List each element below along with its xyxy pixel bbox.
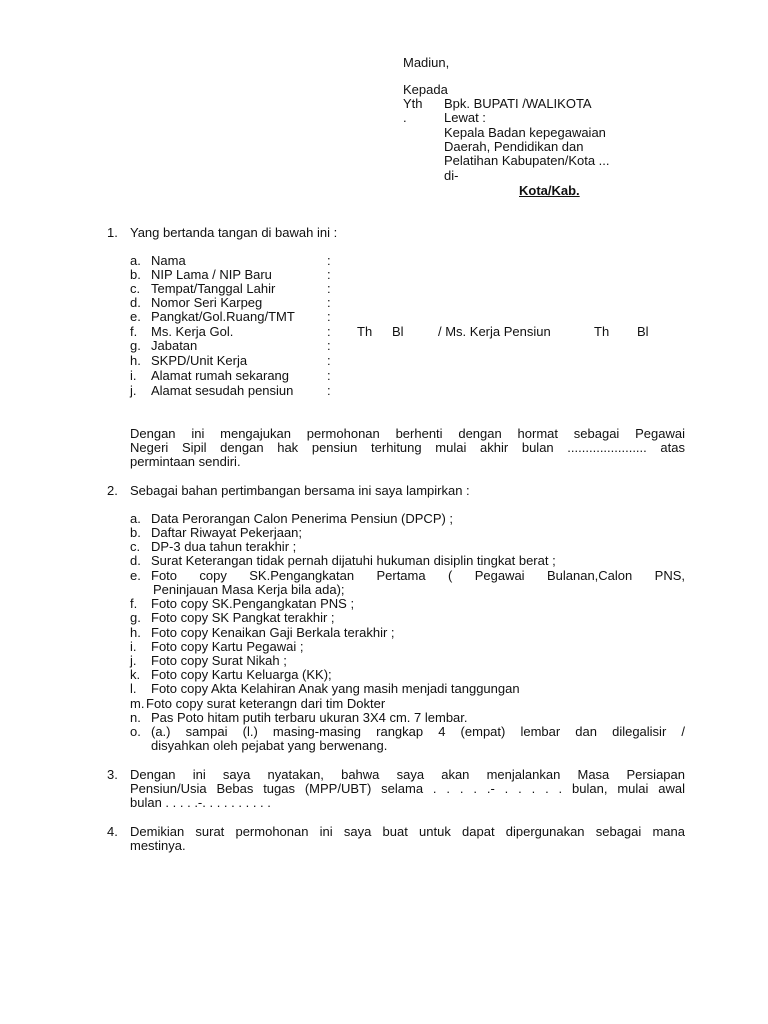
field-colon: : xyxy=(327,309,331,324)
yth-text: Yth xyxy=(403,96,423,111)
list-item: Foto copy Kartu Keluarga (KK); xyxy=(151,667,332,682)
list-item-letter: e. xyxy=(130,568,141,583)
mpp-statement-line: Pensiun/Usia Bebas tugas (MPP/UBT) selama . . . . .- . . . . . bulan, mulai awal xyxy=(130,781,685,796)
field-label-birth: Tempat/Tanggal Lahir xyxy=(151,281,276,296)
list-item: (a.) sampai (l.) masing-masing rangkap 4 (empat) lembar dan dilegalisir / xyxy=(151,724,685,739)
field-label-nama: Nama xyxy=(151,253,186,268)
field-letter: b. xyxy=(130,267,141,282)
work-bl2: Bl xyxy=(637,324,649,339)
field-letter: h. xyxy=(130,353,141,368)
field-letter: c. xyxy=(130,281,141,296)
recipient-text: Bpk. BUPATI /WALIKOTA xyxy=(444,96,592,111)
field-letter: g. xyxy=(130,338,141,353)
mpp-statement-line: bulan . . . . .-. . . . . . . . . . xyxy=(130,795,271,810)
field-label-jabatan: Jabatan xyxy=(151,338,198,353)
section4-number: 4. xyxy=(107,824,118,839)
list-item: Foto copy surat keterangn dari tim Dokter xyxy=(146,696,386,711)
field-letter: e. xyxy=(130,309,141,324)
section1-number: 1. xyxy=(107,225,118,240)
field-label-ms-kerja: Ms. Kerja Gol. xyxy=(151,324,234,339)
dot-text: . xyxy=(403,110,407,125)
list-item: Foto copy Kartu Pegawai ; xyxy=(151,639,304,654)
request-paragraph-line: permintaan sendiri. xyxy=(130,454,241,469)
place-text: Madiun, xyxy=(403,55,450,70)
list-item: Data Perorangan Calon Penerima Pensiun (DPCP) ; xyxy=(151,511,454,526)
list-item: Daftar Riwayat Pekerjaan; xyxy=(151,525,303,540)
section2-intro: Sebagai bahan pertimbangan bersama ini saya lampirkan : xyxy=(130,483,470,498)
field-label-skpd: SKPD/Unit Kerja xyxy=(151,353,248,368)
list-item-continuation: Peninjauan Masa Kerja bila ada); xyxy=(153,582,345,597)
list-item-letter: k. xyxy=(130,667,141,682)
field-label-address-now: Alamat rumah sekarang xyxy=(151,368,290,383)
work-pensiun-label: / Ms. Kerja Pensiun xyxy=(438,324,551,339)
field-label-karpeg: Nomor Seri Karpeg xyxy=(151,295,263,310)
list-item-letter: g. xyxy=(130,610,141,625)
section1-intro: Yang bertanda tangan di bawah ini : xyxy=(130,225,338,240)
list-item-letter: o. xyxy=(130,724,141,739)
list-item-letter: d. xyxy=(130,553,141,568)
list-item: Foto copy SK Pangkat terakhir ; xyxy=(151,610,335,625)
list-item: Foto copy Kenaikan Gaji Berkala terakhir ; xyxy=(151,625,395,640)
list-item-letter: f. xyxy=(130,596,138,611)
kepada-text: Kepada xyxy=(403,82,448,97)
list-item-letter: b. xyxy=(130,525,141,540)
field-letter: f. xyxy=(130,324,138,339)
field-colon: : xyxy=(327,295,331,310)
list-item: Foto copy Akta Kelahiran Anak yang masih menjadi tanggungan xyxy=(151,681,520,696)
mpp-statement-line: Dengan ini saya nyatakan, bahwa saya akan menjalankan Masa Persiapan xyxy=(130,767,685,782)
via-line-2: Daerah, Pendidikan dan xyxy=(444,139,584,154)
section3-number: 3. xyxy=(107,767,118,782)
list-item: DP-3 dua tahun terakhir ; xyxy=(151,539,297,554)
request-paragraph-line: Negeri Sipil dengan hak pensiun terhitung mulai akhir bulan ...................... atas xyxy=(130,440,685,455)
field-colon: : xyxy=(327,368,331,383)
list-item-letter: n. xyxy=(130,710,141,725)
field-colon: : xyxy=(327,353,331,368)
list-item: Foto copy SK.Pengangkatan PNS ; xyxy=(151,596,355,611)
list-item-continuation: disyahkan oleh pejabat yang berwenang. xyxy=(151,738,388,753)
field-colon: : xyxy=(327,253,331,268)
city-text: Kota/Kab. xyxy=(519,183,580,198)
field-colon: : xyxy=(327,267,331,282)
field-letter: j. xyxy=(130,383,137,398)
via-line-1: Kepala Badan kepegawaian xyxy=(444,125,606,140)
field-label-address-after: Alamat sesudah pensiun xyxy=(151,383,294,398)
list-item-letter: l. xyxy=(130,681,137,696)
lewat-text: Lewat : xyxy=(444,110,486,125)
closing-line: Demikian surat permohonan ini saya buat untuk dapat dipergunakan sebagai mana xyxy=(130,824,685,839)
list-item-letter: a. xyxy=(130,511,141,526)
field-colon: : xyxy=(327,324,331,339)
field-letter: i. xyxy=(130,368,137,383)
section2-number: 2. xyxy=(107,483,118,498)
list-item-letter: j. xyxy=(130,653,137,668)
list-item: Pas Poto hitam putih terbaru ukuran 3X4 cm. 7 lembar. xyxy=(151,710,468,725)
list-item-letter: c. xyxy=(130,539,141,554)
di-text: di- xyxy=(444,168,459,183)
closing-line: mestinya. xyxy=(130,838,186,853)
list-item-letter: m. xyxy=(130,696,145,711)
work-th2: Th xyxy=(594,324,610,339)
field-colon: : xyxy=(327,383,331,398)
list-item-letter: h. xyxy=(130,625,141,640)
via-line-3: Pelatihan Kabupaten/Kota ... xyxy=(444,153,610,168)
field-letter: a. xyxy=(130,253,141,268)
field-label-nip: NIP Lama / NIP Baru xyxy=(151,267,272,282)
field-label-pangkat: Pangkat/Gol.Ruang/TMT xyxy=(151,309,295,324)
field-colon: : xyxy=(327,338,331,353)
field-letter: d. xyxy=(130,295,141,310)
list-item: Foto copy SK.Pengangkatan Pertama ( Pegawai Bulanan,Calon PNS, xyxy=(151,568,685,583)
list-item: Foto copy Surat Nikah ; xyxy=(151,653,287,668)
work-th: Th xyxy=(357,324,373,339)
list-item-letter: i. xyxy=(130,639,137,654)
work-bl: Bl xyxy=(392,324,404,339)
request-paragraph-line: Dengan ini mengajukan permohonan berhenti dengan hormat sebagai Pegawai xyxy=(130,426,685,441)
list-item: Surat Keterangan tidak pernah dijatuhi hukuman disiplin tingkat berat ; xyxy=(151,553,556,568)
field-colon: : xyxy=(327,281,331,296)
